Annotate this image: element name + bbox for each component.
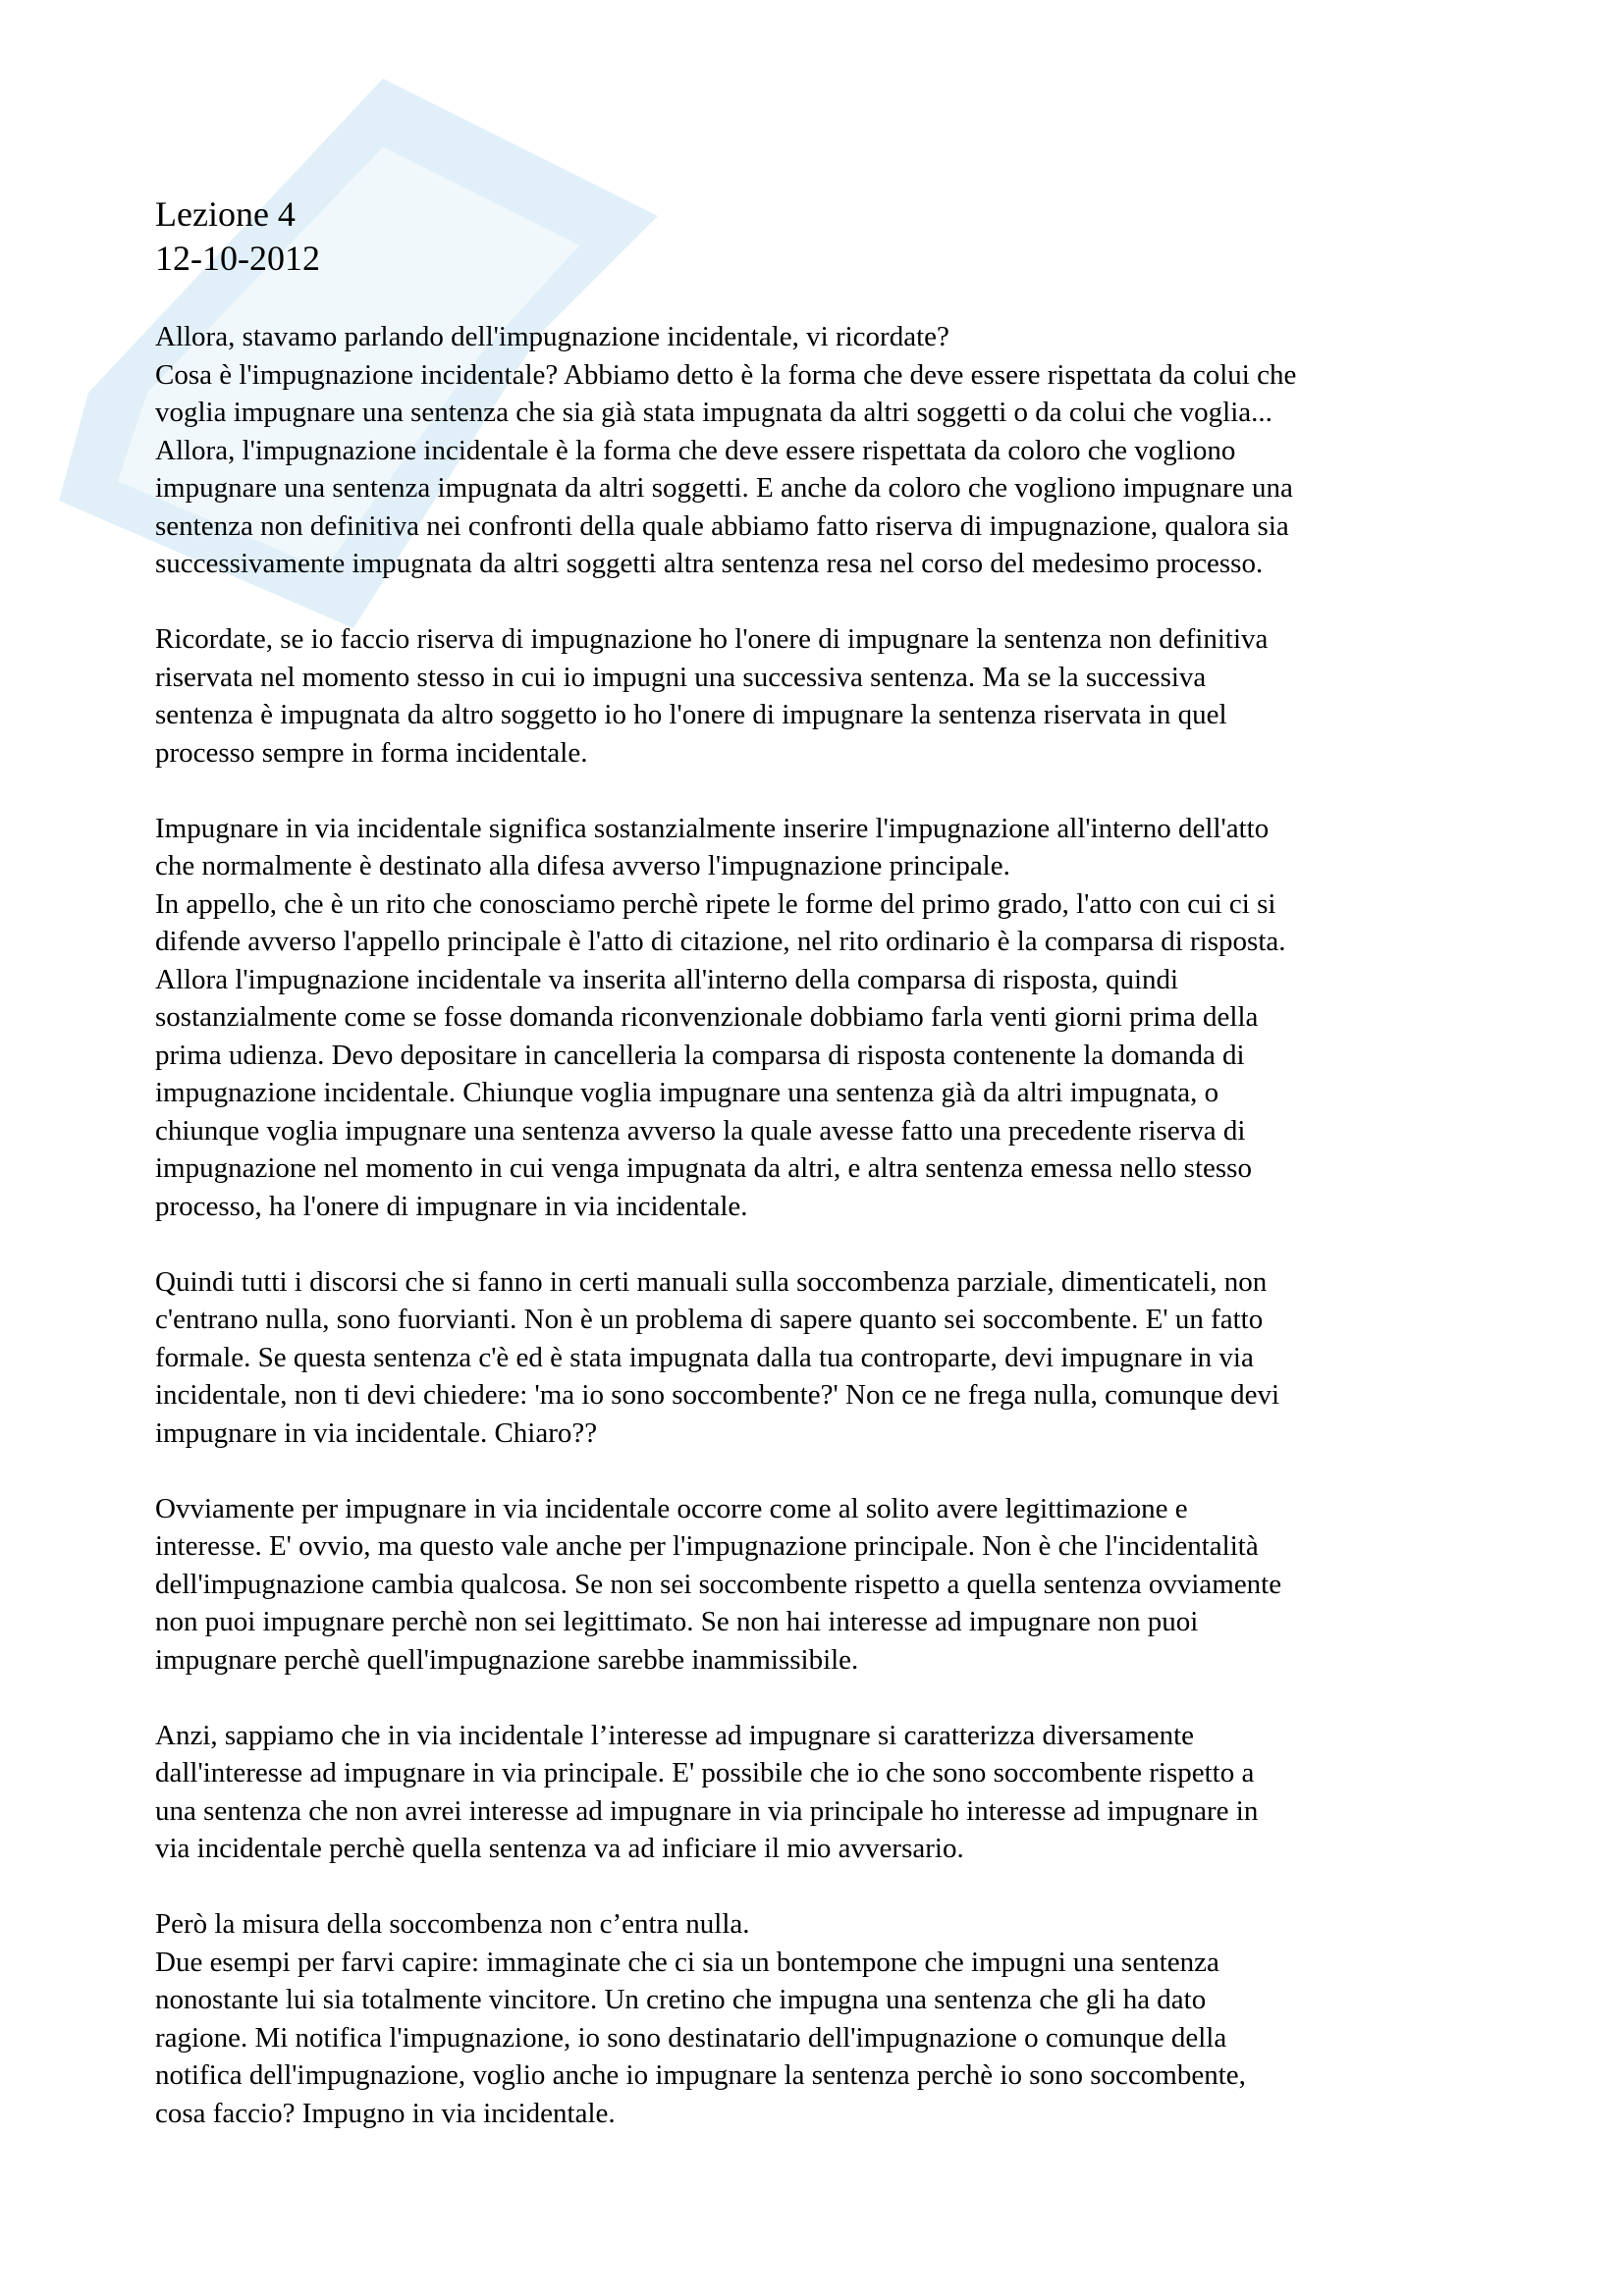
text-line: Ricordate, se io faccio riserva di impugnazione ho l'onere di impugnare la sentenza non definitiva: [155, 623, 1269, 655]
text-line: riservata nel momento stesso in cui io impugni una successiva sentenza. Ma se la successiva: [155, 661, 1207, 693]
paragraph-1: [155, 318, 1530, 583]
text-line: Allora, stavamo parlando dell'impugnazione incidentale, vi ricordate?: [155, 321, 949, 352]
paragraph-5: [155, 1490, 1530, 1680]
text-line: successivamente impugnata da altri soggetti altra sentenza resa nel corso del medesimo processo.: [155, 548, 1264, 579]
text-line: c'entrano nulla, sono fuorvianti. Non è un problema di sapere quanto sei soccombente. E' un fatto: [155, 1304, 1264, 1335]
text-line: voglia impugnare una sentenza che sia già stata impugnata da altri soggetti o da colui che voglia...: [155, 397, 1272, 428]
lesson-header: [155, 192, 1530, 281]
text-line: impugnare una sentenza impugnata da altri soggetti. E anche da coloro che vogliono impugnare una: [155, 472, 1293, 504]
text-line: Ovviamente per impugnare in via incidentale occorre come al solito avere legittimazione e: [155, 1492, 1188, 1524]
text-line: notifica dell'impugnazione, voglio anche io impugnare la sentenza perchè io sono soccombente,: [155, 2059, 1246, 2091]
document-content: [155, 192, 1530, 2170]
text-line: interesse. E' ovvio, ma questo vale anche per l'impugnazione principale. Non è che l'incidentalità: [155, 1530, 1259, 1562]
lesson-title: Lezione 4: [155, 194, 296, 234]
paragraph-6: [155, 1717, 1530, 1868]
text-line: dell'impugnazione cambia qualcosa. Se non sei soccombente rispetto a quella sentenza ovviamente: [155, 1568, 1282, 1600]
text-line: Anzi, sappiamo che in via incidentale l’interesse ad impugnare si caratterizza diversamente: [155, 1719, 1195, 1751]
paragraph-2: [155, 620, 1530, 772]
text-line: cosa faccio? Impugno in via incidentale.: [155, 2097, 616, 2129]
text-line: Allora l'impugnazione incidentale va inserita all'interno della comparsa di risposta, quindi: [155, 963, 1179, 995]
text-line: In appello, che è un rito che conosciamo perchè ripete le forme del primo grado, l'atto con cui ci si: [155, 887, 1276, 920]
text-line: ragione. Mi notifica l'impugnazione, io sono destinatario dell'impugnazione o comunque della: [155, 2021, 1227, 2054]
text-line: Però la misura della soccombenza non c’entra nulla.: [155, 1908, 750, 1940]
text-line: processo sempre in forma incidentale.: [155, 736, 588, 769]
text-line: sentenza non definitiva nei confronti della quale abbiamo fatto riserva di impugnazione, qualora sia: [155, 509, 1289, 542]
text-line: difende avverso l'appello principale è l'atto di citazione, nel rito ordinario è la comparsa di risposta.: [155, 926, 1286, 957]
text-line: non puoi impugnare perchè non sei legittimato. Se non hai interesse ad impugnare non puoi: [155, 1606, 1199, 1637]
text-line: impugnare perchè quell'impugnazione sarebbe inammissibile.: [155, 1643, 859, 1676]
text-line: una sentenza che non avrei interesse ad impugnare in via principale ho interesse ad impugnare in: [155, 1794, 1259, 1827]
text-line: Allora, l'impugnazione incidentale è la forma che deve essere rispettata da coloro che vogliono: [155, 434, 1236, 466]
text-line: Quindi tutti i discorsi che si fanno in certi manuali sulla soccombenza parziale, dimenticateli, non: [155, 1265, 1268, 1298]
text-line: che normalmente è destinato alla difesa avverso l'impugnazione principale.: [155, 850, 1010, 881]
text-line: incidentale, non ti devi chiedere: 'ma io sono soccombente?' Non ce ne frega nulla, comunque devi: [155, 1379, 1280, 1411]
text-line: impugnazione incidentale. Chiunque voglia impugnare una sentenza già da altri impugnata, o: [155, 1077, 1219, 1108]
lesson-date: 12-10-2012: [155, 239, 320, 278]
paragraph-3: [155, 810, 1530, 1226]
text-line: sostanzialmente come se fosse domanda riconvenzionale dobbiamo farla venti giorni prima della: [155, 1001, 1259, 1033]
text-line: nonostante lui sia totalmente vincitore. Un cretino che impugna una sentenza che gli ha dato: [155, 1984, 1207, 2015]
text-line: impugnazione nel momento in cui venga impugnata da altri, e altra sentenza emessa nello stesso: [155, 1152, 1252, 1184]
text-line: dall'interesse ad impugnare in via principale. E' possibile che io che sono soccombente rispetto a: [155, 1757, 1255, 1789]
text-line: formale. Se questa sentenza c'è ed è stata impugnata dalla tua controparte, devi impugnare in via: [155, 1341, 1254, 1373]
text-line: sentenza è impugnata da altro soggetto io ho l'onere di impugnare la sentenza riservata in quel: [155, 699, 1227, 730]
text-line: Due esempi per farvi capire: immaginate che ci sia un bontempone che impugni una sentenza: [155, 1946, 1219, 1978]
text-line: impugnare in via incidentale. Chiaro??: [155, 1416, 598, 1449]
text-line: via incidentale perchè quella sentenza va ad inficiare il mio avversario.: [155, 1833, 964, 1864]
text-line: prima udienza. Devo depositare in cancelleria la comparsa di risposta contenente la domanda di: [155, 1039, 1245, 1071]
text-line: Cosa è l'impugnazione incidentale? Abbiamo detto è la forma che deve essere rispettata da colui che: [155, 358, 1297, 391]
text-line: processo, ha l'onere di impugnare in via incidentale.: [155, 1190, 748, 1222]
paragraph-4: [155, 1263, 1530, 1453]
text-line: chiunque voglia impugnare una sentenza avverso la quale avesse fatto una precedente riserva di: [155, 1114, 1246, 1147]
text-line: Impugnare in via incidentale significa sostanzialmente inserire l'impugnazione all'interno dell'atto: [155, 812, 1270, 844]
paragraph-7: [155, 1905, 1530, 2132]
